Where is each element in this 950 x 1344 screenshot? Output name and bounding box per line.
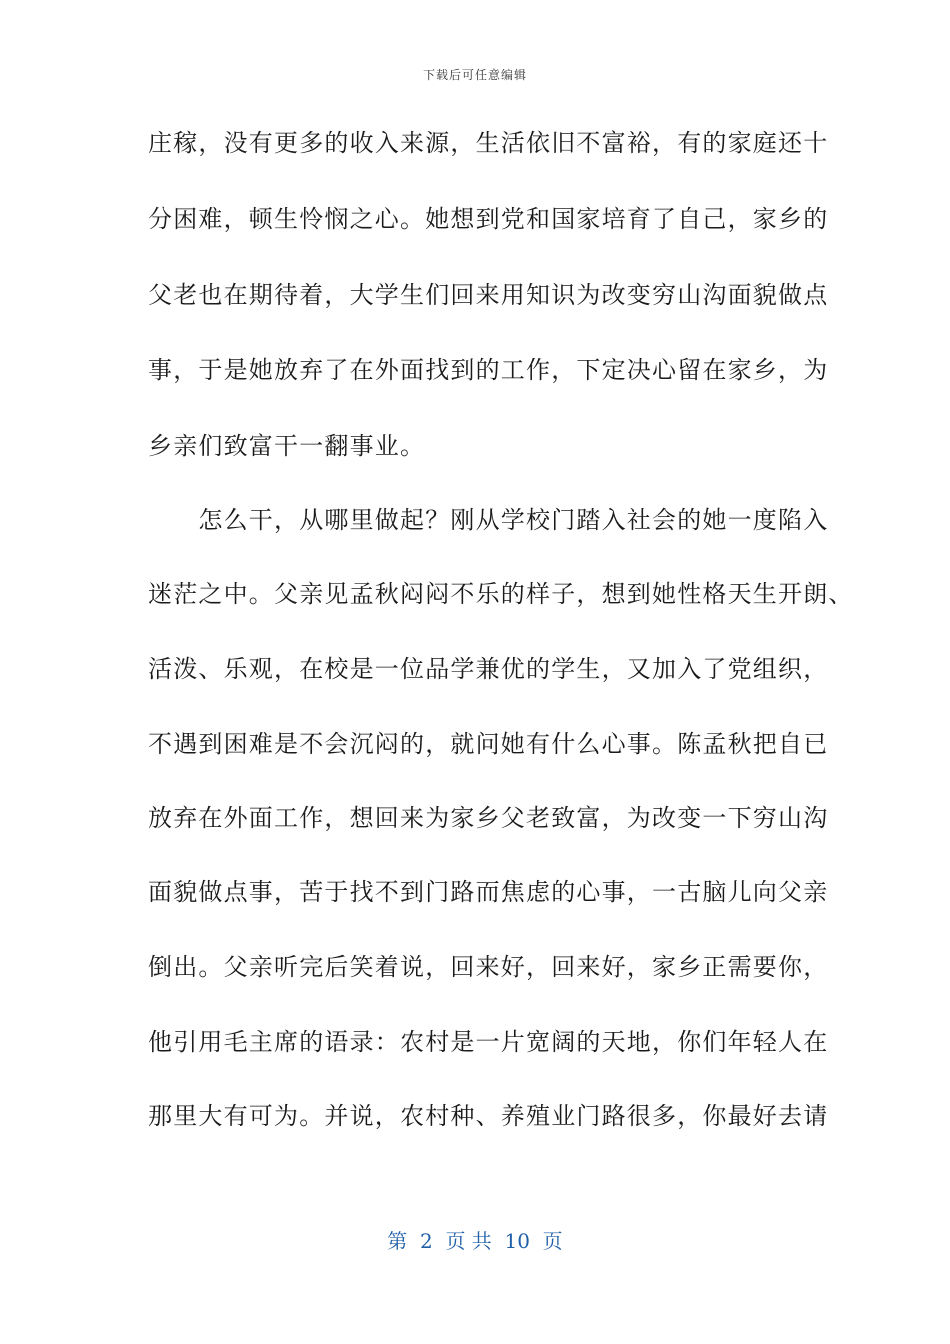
body-line: 那里大有可为。并说，农村种、养殖业门路很多，你最好去请 — [148, 1102, 829, 1130]
body-line: 事，于是她放弃了在外面找到的工作，下定决心留在家乡，为 — [148, 356, 829, 384]
body-line: 庄稼，没有更多的收入来源，生活依旧不富裕，有的家庭还十 — [148, 129, 829, 157]
body-line: 怎么干，从哪里做起？刚从学校门踏入社会的她一度陷入 — [148, 506, 829, 534]
body-line: 倒出。父亲听完后笑着说，回来好，回来好，家乡正需要你， — [148, 953, 829, 981]
body-line: 迷茫之中。父亲见孟秋闷闷不乐的样子，想到她性格天生开朗、 — [148, 580, 854, 608]
body-line: 他引用毛主席的语录：农村是一片宽阔的天地，你们年轻人在 — [148, 1028, 829, 1056]
body-line: 活泼、乐观，在校是一位品学兼优的学生，又加入了党组织， — [148, 655, 829, 683]
page-header: 下载后可任意编辑 — [422, 68, 527, 82]
body-line: 放弃在外面工作，想回来为家乡父老致富，为改变一下穷山沟 — [148, 804, 829, 832]
page-number-footer: 第 2 页 共 10 页 — [387, 1229, 563, 1253]
body-line: 分困难，顿生怜悯之心。她想到党和国家培育了自己，家乡的 — [148, 205, 829, 233]
body-line: 乡亲们致富干一翻事业。 — [148, 432, 426, 460]
body-line: 父老也在期待着，大学生们回来用知识为改变穷山沟面貌做点 — [148, 281, 829, 309]
body-line: 不遇到困难是不会沉闷的，就问她有什么心事。陈孟秋把自已 — [148, 730, 829, 758]
body-line: 面貌做点事，苦于找不到门路而焦虑的心事，一古脑儿向父亲 — [148, 878, 829, 906]
